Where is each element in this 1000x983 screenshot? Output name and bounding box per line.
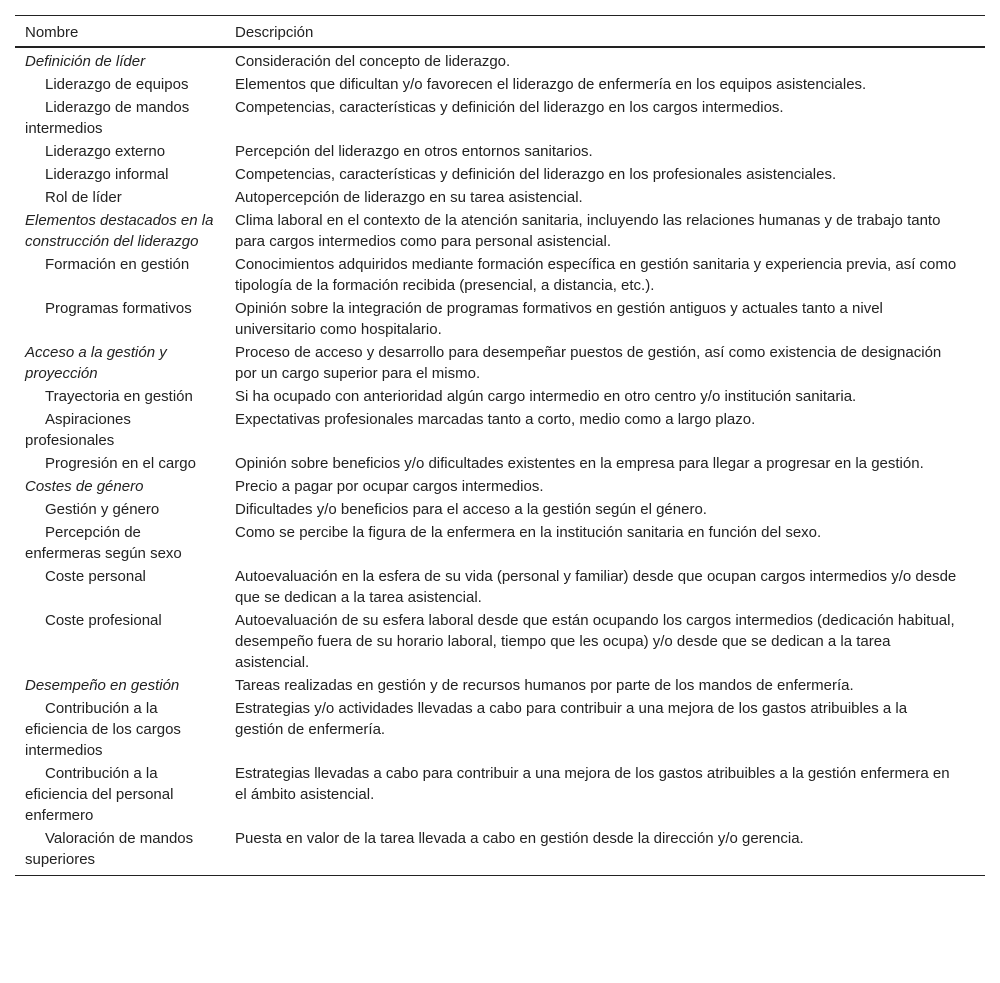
category-row [15,475,985,498]
row-name: Coste profesional [45,612,162,629]
row-description: Autoevaluación en la esfera de su vida (personal y familiar) desde que ocupan cargos intermedios y/o desde que se dedican a la tarea asistencial. [235,568,957,606]
subcategory-row [15,521,985,565]
row-description: Conocimientos adquiridos mediante formación específica en gestión sanitaria y experiencia previa, así como tipología de la formación recibida (presencial, a distancia, etc.). [235,256,957,294]
row-name: Coste personal [45,568,146,585]
subcategory-row [15,827,985,876]
categories-table [15,15,985,876]
row-name: Percepción de enfermeras según sexo [25,524,182,562]
subcategory-row [15,452,985,475]
row-description: Si ha ocupado con anterioridad algún cargo intermedio en otro centro y/o institución sanitaria. [235,388,857,405]
row-name: Progresión en el cargo [45,455,196,472]
header-description: Descripción [235,24,314,41]
row-name: Definición de líder [25,53,146,70]
row-description: Expectativas profesionales marcadas tanto a corto, medio como a largo plazo. [235,411,756,428]
row-name: Programas formativos [45,300,192,317]
row-description: Percepción del liderazgo en otros entornos sanitarios. [235,143,593,160]
row-name: Liderazgo informal [45,166,169,183]
row-description: Elementos que dificultan y/o favorecen el liderazgo de enfermería en los equipos asistenciales. [235,76,867,93]
row-name: Aspiraciones profesionales [25,411,131,449]
row-name: Elementos destacados en la construcción del liderazgo [25,212,214,250]
row-description: Consideración del concepto de liderazgo. [235,53,511,70]
row-description: Estrategias llevadas a cabo para contribuir a una mejora de los gastos atribuibles a la gestión enfermera en el ámbito asistencial. [235,765,950,803]
row-name: Trayectoria en gestión [45,388,193,405]
row-description: Competencias, características y definición del liderazgo en los cargos intermedios. [235,99,784,116]
row-description: Clima laboral en el contexto de la atención sanitaria, incluyendo las relaciones humanas y de trabajo tanto para cargos intermedios como para personal asistencial. [235,212,941,250]
row-name: Rol de líder [45,189,122,206]
row-description: Proceso de acceso y desarrollo para desempeñar puestos de gestión, así como existencia de designación por un cargo superior para el mismo. [235,344,942,382]
row-name: Costes de género [25,478,144,495]
row-name: Contribución a la eficiencia del personal enfermero [25,765,174,824]
row-description: Precio a pagar por ocupar cargos intermedios. [235,478,544,495]
row-description: Competencias, características y definición del liderazgo en los profesionales asistenciales. [235,166,837,183]
row-name: Liderazgo de mandos intermedios [25,99,190,137]
row-name: Liderazgo externo [45,143,166,160]
row-name: Valoración de mandos superiores [25,830,194,868]
row-description: Autopercepción de liderazgo en su tarea asistencial. [235,189,583,206]
header-name: Nombre [25,24,79,41]
subcategory-row [15,609,985,674]
row-description: Opinión sobre beneficios y/o dificultades existentes en la empresa para llegar a progresar en la gestión. [235,455,924,472]
subcategory-row [15,498,985,521]
row-description: Como se percibe la figura de la enfermera en la institución sanitaria en función del sexo. [235,524,822,541]
category-row [15,47,985,73]
row-description: Puesta en valor de la tarea llevada a cabo en gestión desde la dirección y/o gerencia. [235,830,804,847]
row-description: Dificultades y/o beneficios para el acceso a la gestión según el género. [235,501,707,518]
table-body [15,47,985,876]
subcategory-row [15,297,985,341]
subcategory-row [15,697,985,762]
row-name: Acceso a la gestión y proyección [25,344,167,382]
row-name: Contribución a la eficiencia de los cargos intermedios [25,700,181,759]
table-header [15,16,985,48]
subcategory-row [15,253,985,297]
subcategory-row [15,385,985,408]
row-name: Formación en gestión [45,256,190,273]
category-row [15,209,985,253]
row-description: Estrategias y/o actividades llevadas a cabo para contribuir a una mejora de los gastos atribuibles a la gestión de enfermería. [235,700,908,738]
subcategory-row [15,163,985,186]
subcategory-row [15,565,985,609]
row-description: Autoevaluación de su esfera laboral desde que están ocupando los cargos intermedios (dedicación habitual, desempeño fuera de su horario laboral, tiempo que les ocupa) y/o desde que se dedican a la tarea asistencial. [235,612,955,671]
category-row [15,341,985,385]
row-description: Tareas realizadas en gestión y de recursos humanos por parte de los mandos de enfermería. [235,677,854,694]
subcategory-row [15,140,985,163]
row-name: Gestión y género [45,501,160,518]
subcategory-row [15,762,985,827]
subcategory-row [15,96,985,140]
subcategory-row [15,73,985,96]
subcategory-row [15,186,985,209]
categories-table-container [15,15,985,876]
row-description: Opinión sobre la integración de programas formativos en gestión antiguos y actuales tanto a nivel universitario como hospitalario. [235,300,883,338]
subcategory-row [15,408,985,452]
row-name: Liderazgo de equipos [45,76,189,93]
category-row [15,674,985,697]
row-name: Desempeño en gestión [25,677,180,694]
header-row [15,16,985,48]
